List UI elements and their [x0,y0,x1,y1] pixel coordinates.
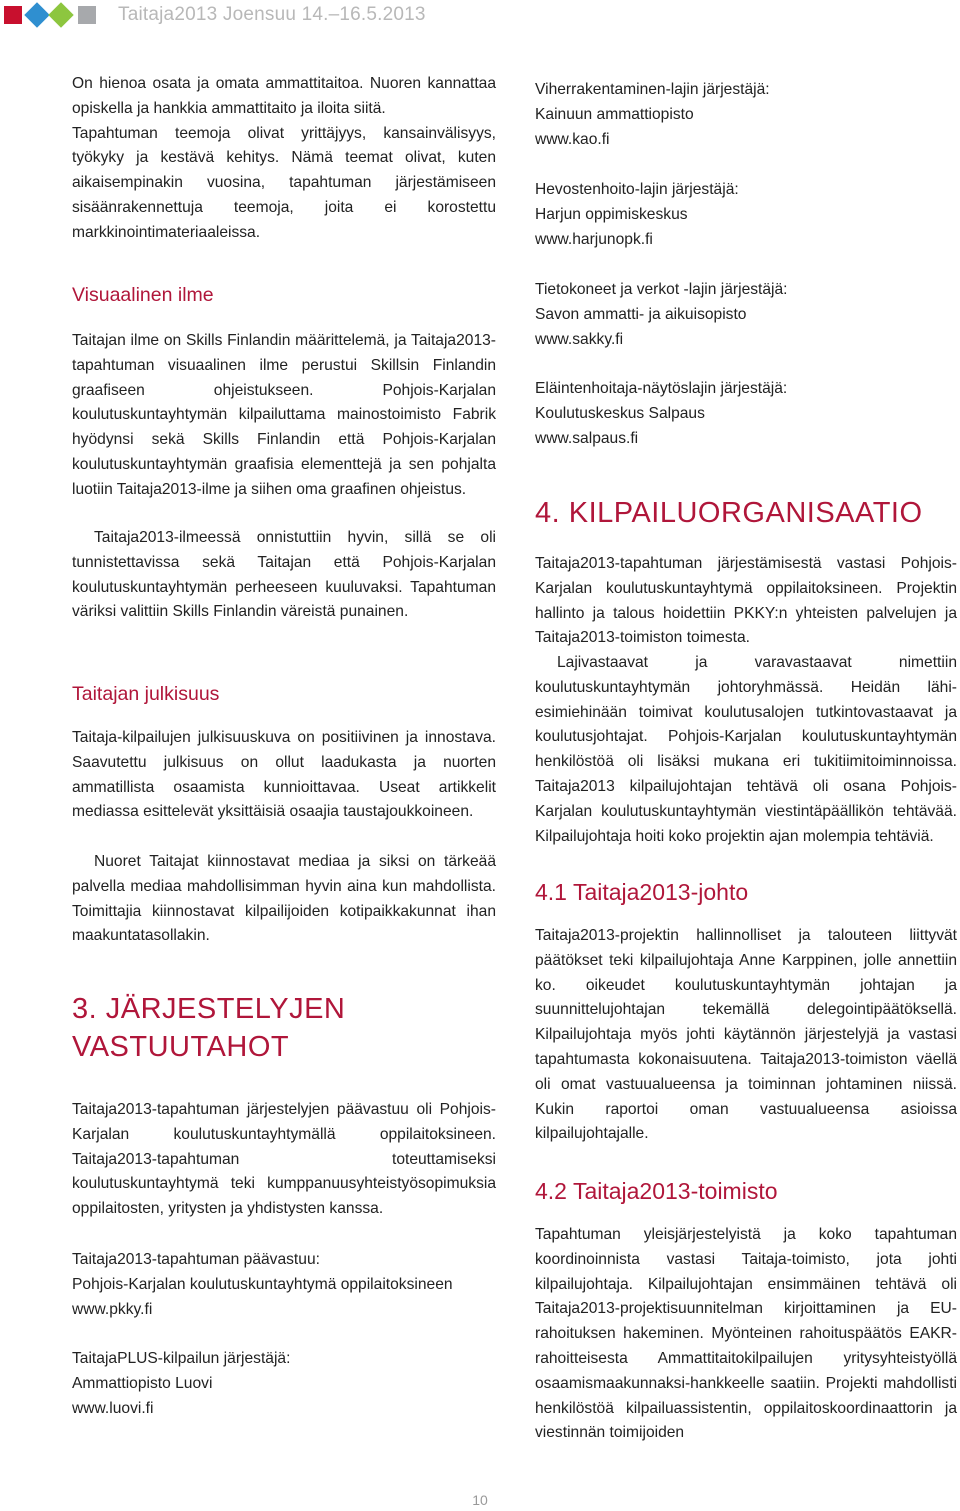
section-4-paragraph-1: Taitaja2013-tapahtuman järjestämisestä vastasi Pohjois-Karjalan koulutuskuntayhtymä oppilaitoksineen. Projektin hallinto ja talous hoidettiin PKKY:n yhteisten palvelujen ja Taitaja2013-toimiston toimesta. [535,555,957,647]
page-number: 10 [472,1492,488,1508]
section-4-paragraph-2: Lajivastaavat ja varavastaavat nimettiin koulutuskuntayhtymän johtoryhmässä. Heidän lähi-esimiehinään toimivat koulutusalojen tutkintovastaavat ja koulutusjohtajat. Pohjois-Karjalan koulutuskuntayhtymän henkilöstöä oli lisäksi mukana eri tukitiimitoiminnoissa. Taitaja2013 kilpailujohtajan tehtävä oli osana Pohjois-Karjalan koulutuskuntayhtymän viestintäpäällikön tehtävää. Kilpailujohtaja hoiti koko projektin ajan molempia tehtäviä. [535,654,957,845]
blue-diamond-logo-mark [24,2,49,27]
section-4-1-paragraph: Taitaja2013-projektin hallinnolliset ja talouteen liittyvät päätökset teki kilpailujohtaja Anne Karppinen, jolle annettiin ko. oikeudet koulutuskuntayhtymän johtajan ja suunnittelujohtajan tekemällä delegointipäätöksellä. Kilpailujohtaja myös johti käytännön järjestelyjä ja vastasi tapahtumasta kokonaisuutena. Taitaja2013-toimiston väellä oli omat vastuualueensa ja toiminnan johtaminen niissä. Kukin raportoi oman vastuualueensa asioissa kilpailujohtajalle. [535,927,957,1143]
main-organizer-block: Taitaja2013-tapahtuman päävastuu: Pohjois-Karjalan koulutuskuntayhtymä oppilaitoksineen www.pkky.fi [72,1251,453,1318]
section-4-heading: 4. KILPAILUORGANISAATIO [535,497,923,529]
organizer-tietokoneet: Tietokoneet ja verkot -lajin järjestäjä: Savon ammatti- ja aikuisopisto www.sakky.fi [535,281,788,348]
section-4-2-heading: 4.2 Taitaja2013-toimisto [535,1178,778,1204]
publicity-paragraph-2: Nuoret Taitajat kiinnostavat mediaa ja siksi on tärkeää palvella mediaa mahdollisimman hyvin aina kun mahdollista. Toimittajia kiinnostavat kilpailijoiden kotipaikkakunnat ihan maakuntatasollakin. [72,853,496,945]
section-4-1-heading: 4.1 Taitaja2013-johto [535,879,749,905]
section-3-paragraph: Taitaja2013-tapahtuman järjestelyjen päävastuu oli Pohjois-Karjalan koulutuskuntayhtymällä oppilaitoksineen. Taitaja2013-tapahtuman toteuttamiseksi koulutuskuntayhtymä teki kumppanuusyhteistyösopimuksia oppilaitosten, yritysten ja yhdistysten kanssa. [72,1101,496,1218]
grey-square-logo-mark [78,6,96,24]
page-header [0,0,960,32]
publicity-paragraph-1: Taitaja-kilpailujen julkisuuskuva on positiivinen ja innostava. Saavutettu julkisuus on ollut laadukasta ja nuorten ammatillista osaamista kunnioittavaa. Useat artikkelit mediassa esittelevät yksittäisiä osaajia taustajoukkoineen. [72,729,496,821]
publicity-heading: Taitajan julkisuus [72,683,220,705]
organizer-elaintenhoitaja: Eläintenhoitaja-näytöslajin järjestäjä: Koulutuskeskus Salpaus www.salpaus.fi [535,380,788,447]
organizer-hevostenhoito: Hevostenhoito-lajin järjestäjä: Harjun oppimiskeskus www.harjunopk.fi [535,181,739,248]
green-diamond-logo-mark [48,2,73,27]
visual-identity-paragraph-1: Taitajan ilme on Skills Finlandin määrittelemä, ja Taitaja2013-tapahtuman visuaalinen ilme perustui Skillsin Finlandin graafiseen ohjeistukseen. Pohjois-Karjalan koulutuskuntayhtymän kilpailuttama mainostoimisto Fabrik hyödynsi sekä Skills Finlandin että Pohjois-Karjalan koulutuskuntayhtymän graafisia elementtejä ja sen pohjalta luotiin Taitaja2013-ilme ja siihen oma graafinen ohjeistus. [72,332,496,498]
visual-identity-heading: Visuaalinen ilme [72,284,214,306]
taitajaplus-organizer-block: TaitajaPLUS-kilpailun järjestäjä: Ammattiopisto Luovi www.luovi.fi [72,1350,291,1417]
section-3-heading: 3. JÄRJESTELYJEN VASTUUTAHOT [72,993,346,1063]
header-title: Taitaja2013 Joensuu 14.–16.5.2013 [118,4,426,25]
intro-paragraph: On hienoa osata ja omata ammattitaitoa. Nuoren kannattaa opiskella ja hankkia ammattitaito ja iloita siitä. Tapahtuman teemoja olivat yrittäjyys, kansainvälisyys, työkyky ja kestävä kehitys. Nämä teemat olivat, kuten aikaisempinakin vuosina, tapahtuman järjestämiseen sisäänrakennettuja teemoja, joita ei korostettu markkinointimateriaaleissa. [72,75,496,241]
visual-identity-paragraph-2: Taitaja2013-ilmeessä onnistuttiin hyvin, sillä se oli tunnistettavissa sekä Taitajan että Pohjois-Karjalan koulutuskuntayhtymän perheeseen kuuluvaksi. Tapahtuman väriksi valittiin Skills Finlandin väreistä punainen. [72,529,496,621]
section-4-2-paragraph: Tapahtuman yleisjärjestelyistä ja koko tapahtuman koordinoinnista vastasi Taitaja-toimisto, jota johti kilpailujohtaja. Kilpailujohtajan ensimmäinen tehtävä oli Taitaja2013-projektisuunnitelman kirjoittaminen ja EU-rahoituksen hakeminen. Myönteinen rahoituspäätös EAKR-rahoitteisesta Ammattitaitokilpailujen yritysyhteistyöllä osaamismaakunnaksi-hankkeelle saatiin. Projekti mahdollisti henkilöstöä kilpailuassistentin, oppilaitoskoordinaattorin ja viestinnän toimijoiden [535,1226,957,1442]
organizer-viherrakentaminen: Viherrakentaminen-lajin järjestäjä: Kainuun ammattiopisto www.kao.fi [535,81,770,148]
red-square-logo-mark [4,6,22,24]
